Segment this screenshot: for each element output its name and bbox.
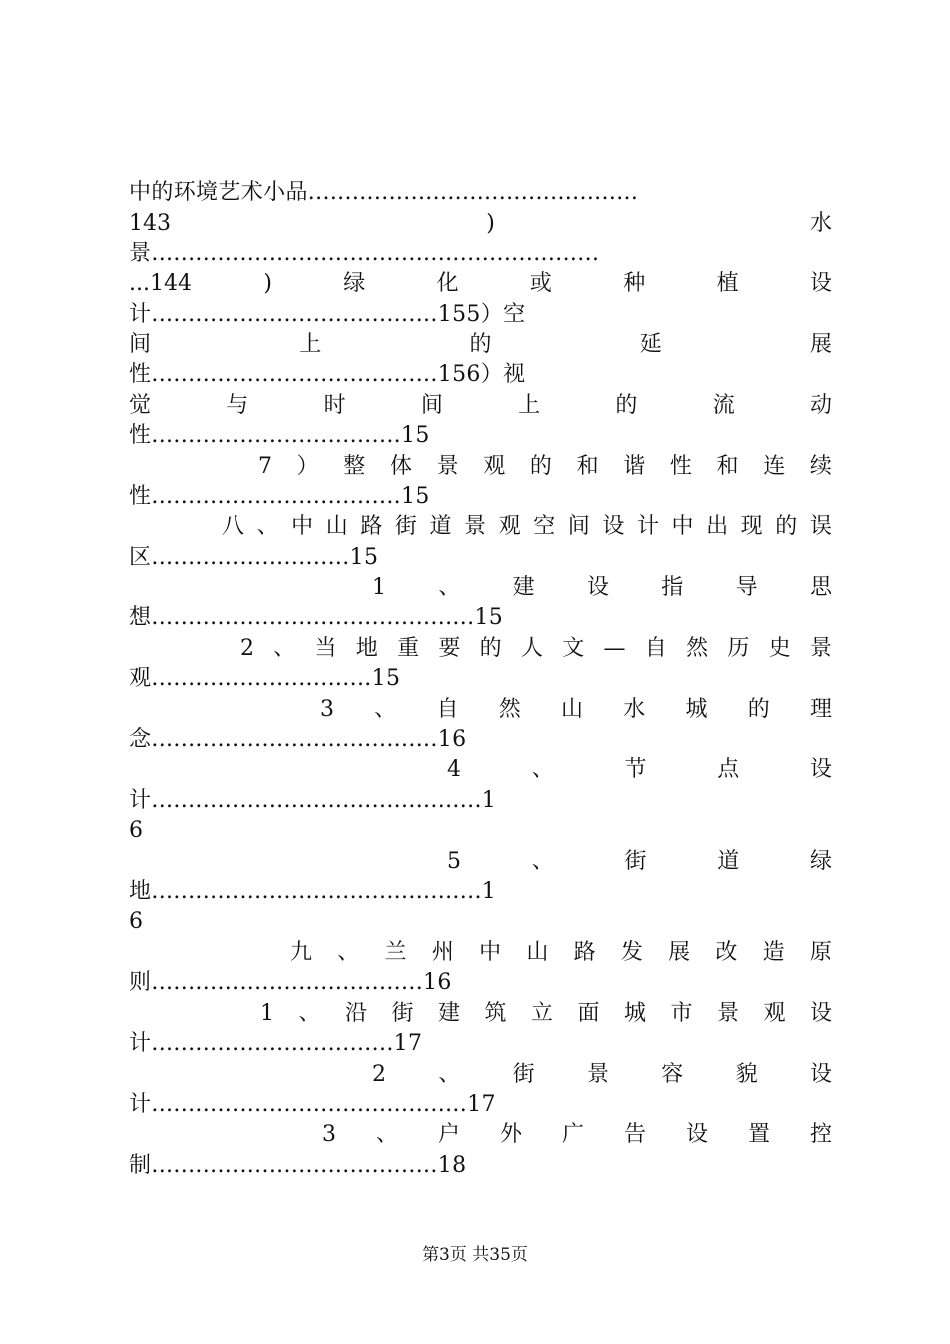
toc-char: 广: [561, 1122, 584, 1147]
toc-char: 路: [360, 514, 383, 539]
toc-char: 地: [355, 636, 378, 661]
toc-char: 延: [639, 332, 662, 357]
toc-line-2: [129, 209, 832, 239]
toc-line-8: [129, 391, 832, 421]
toc-char: 置: [747, 1122, 770, 1147]
toc-char: 4: [447, 757, 461, 782]
toc-char: 导: [735, 575, 758, 600]
toc-char: 街: [512, 1062, 535, 1087]
toc-char: 自: [436, 697, 459, 722]
toc-line-18: [320, 695, 832, 725]
toc-char: 、: [531, 757, 554, 782]
toc-char: 整: [343, 454, 366, 479]
toc-char: 路: [573, 940, 596, 965]
toc-char: 外: [499, 1122, 522, 1147]
toc-line-13: 区...........................15: [129, 545, 379, 570]
toc-line-27: 则.....................................16: [129, 970, 452, 995]
toc-char: 要: [438, 636, 461, 661]
toc-line-1: 中的环境艺术小品.............................................: [129, 180, 639, 205]
toc-line-6: [129, 330, 832, 360]
toc-char: 间: [567, 514, 590, 539]
toc-char: 现: [740, 514, 763, 539]
toc-line-25: 6: [129, 909, 143, 934]
toc-char: 景: [464, 514, 487, 539]
toc-char: ）: [296, 454, 319, 479]
toc-char: 绿: [343, 271, 366, 296]
toc-char: 发: [620, 940, 643, 965]
toc-char: 、: [438, 575, 461, 600]
toc-char: 5: [447, 849, 461, 874]
toc-line-31: 计...........................................17: [129, 1092, 496, 1117]
toc-char: 建: [512, 575, 535, 600]
toc-char: 、: [438, 1062, 461, 1087]
toc-char: 山: [560, 697, 583, 722]
toc-line-17: 观..............................15: [129, 666, 401, 691]
toc-line-4: [129, 269, 832, 299]
toc-char: 化: [436, 271, 459, 296]
toc-char: 谐: [623, 454, 646, 479]
toc-char: 人: [520, 636, 543, 661]
toc-char: 中: [479, 940, 502, 965]
toc-char: 观: [763, 1001, 786, 1026]
toc-line-32: [322, 1120, 832, 1150]
toc-line-15: 想............................................15: [129, 605, 504, 630]
toc-char: 展: [809, 332, 832, 357]
toc-char: 面: [577, 1001, 600, 1026]
toc-char: 造: [762, 940, 785, 965]
toc-line-20: [447, 755, 832, 785]
toc-page-number: ...144: [129, 271, 192, 296]
toc-char: ): [263, 271, 272, 296]
toc-char: 空: [533, 514, 556, 539]
toc-char: 指: [661, 575, 684, 600]
toc-char: 水: [809, 211, 832, 236]
toc-char: 植: [716, 271, 739, 296]
toc-line-28: [260, 999, 832, 1029]
toc-paren: ): [486, 211, 495, 236]
toc-line-29: 计.................................17: [129, 1031, 423, 1056]
toc-char: 上: [299, 332, 322, 357]
toc-char: 史: [768, 636, 791, 661]
toc-line-19: 念.......................................16: [129, 727, 467, 752]
toc-char: 观: [483, 454, 506, 479]
toc-line-14: [372, 573, 832, 603]
toc-line-33: 制.......................................18: [129, 1153, 467, 1178]
toc-char: 户: [437, 1122, 460, 1147]
toc-char: 和: [716, 454, 739, 479]
toc-char: 城: [685, 697, 708, 722]
toc-char: 设: [809, 757, 832, 782]
toc-char: 设: [586, 575, 609, 600]
toc-char: 道: [717, 849, 740, 874]
toc-char: 设: [602, 514, 625, 539]
toc-char: 和: [576, 454, 599, 479]
toc-char: 思: [809, 575, 832, 600]
toc-char: 告: [623, 1122, 646, 1147]
toc-char: 然: [686, 636, 709, 661]
toc-char: 原: [809, 940, 832, 965]
toc-char: 3: [320, 697, 334, 722]
toc-char: 市: [670, 1001, 693, 1026]
toc-line-24: 地.............................................1: [129, 879, 497, 904]
toc-char: 、: [375, 1122, 398, 1147]
toc-line-30: [372, 1060, 832, 1090]
toc-char: 的: [529, 454, 552, 479]
toc-char: 计: [636, 514, 659, 539]
toc-char: 动: [809, 393, 832, 418]
toc-char: 城: [623, 1001, 646, 1026]
toc-char: 的: [479, 636, 502, 661]
toc-char: 上: [518, 393, 541, 418]
toc-line-12: [222, 512, 832, 542]
toc-char: 文: [562, 636, 585, 661]
toc-line-5: 计.......................................155）空: [129, 302, 526, 327]
toc-char: 中: [671, 514, 694, 539]
toc-char: 自: [644, 636, 667, 661]
toc-line-11: 性..................................15: [129, 484, 430, 509]
toc-char: 连: [763, 454, 786, 479]
toc-char: 出: [706, 514, 729, 539]
toc-char: 控: [809, 1122, 832, 1147]
toc-char: 的: [775, 514, 798, 539]
toc-char: 性: [669, 454, 692, 479]
toc-char: 街: [394, 514, 417, 539]
toc-char: 九: [290, 940, 313, 965]
toc-char: 2: [240, 636, 254, 661]
toc-char: 观: [498, 514, 521, 539]
toc-char: 、: [256, 514, 279, 539]
toc-char: 绿: [809, 849, 832, 874]
toc-char: 貌: [735, 1062, 758, 1087]
toc-char: 街: [624, 849, 647, 874]
toc-char: 、: [531, 849, 554, 874]
toc-char: 的: [469, 332, 492, 357]
toc-char: 八: [222, 514, 245, 539]
toc-char: 设: [685, 1122, 708, 1147]
toc-char: 、: [298, 1001, 321, 1026]
toc-char: 觉: [129, 393, 152, 418]
toc-char: 种: [623, 271, 646, 296]
toc-char: 容: [661, 1062, 684, 1087]
toc-char: 立: [530, 1001, 553, 1026]
toc-char: 历: [727, 636, 750, 661]
toc-line-22: 6: [129, 818, 143, 843]
toc-char: 时: [323, 393, 346, 418]
toc-char: 的: [615, 393, 638, 418]
toc-char: 、: [273, 636, 296, 661]
toc-char: 重: [397, 636, 420, 661]
toc-char: —: [603, 636, 626, 661]
toc-char: 然: [498, 697, 521, 722]
toc-char: 间: [129, 332, 152, 357]
toc-char: 、: [374, 697, 397, 722]
toc-char: 兰: [384, 940, 407, 965]
toc-char: 与: [226, 393, 249, 418]
toc-char: 州: [431, 940, 454, 965]
toc-line-16: [240, 634, 832, 664]
toc-char: 景: [716, 1001, 739, 1026]
toc-char: 1: [372, 575, 386, 600]
toc-char: 景: [436, 454, 459, 479]
toc-char: 山: [526, 940, 549, 965]
toc-char: 筑: [484, 1001, 507, 1026]
toc-char: 3: [322, 1122, 336, 1147]
toc-char: 点: [717, 757, 740, 782]
toc-char: 设: [809, 271, 832, 296]
toc-char: 或: [529, 271, 552, 296]
toc-char: 改: [715, 940, 738, 965]
toc-char: 景: [809, 636, 832, 661]
toc-char: 建: [437, 1001, 460, 1026]
toc-char: 道: [429, 514, 452, 539]
toc-line-26: [290, 938, 832, 968]
toc-char: 7: [258, 454, 272, 479]
toc-char: 沿: [344, 1001, 367, 1026]
toc-line-10: [258, 452, 832, 482]
toc-char: 、: [337, 940, 360, 965]
toc-line-3: 景.............................................................: [129, 241, 600, 266]
toc-line-21: 计.............................................1: [129, 788, 497, 813]
toc-char: 误: [809, 514, 832, 539]
toc-page-number: 143: [129, 211, 171, 236]
toc-line-7: 性.......................................156）视: [129, 362, 526, 387]
toc-char: 间: [420, 393, 443, 418]
toc-char: 体: [389, 454, 412, 479]
page-footer: 第3页 共35页: [422, 1245, 528, 1265]
toc-char: 展: [668, 940, 691, 965]
toc-char: 理: [809, 697, 832, 722]
toc-char: 山: [325, 514, 348, 539]
toc-char: 1: [260, 1001, 274, 1026]
toc-line-9: 性..................................15: [129, 423, 430, 448]
toc-char: 当: [314, 636, 337, 661]
toc-char: 流: [712, 393, 735, 418]
toc-line-23: [447, 847, 832, 877]
toc-char: 水: [623, 697, 646, 722]
toc-char: 街: [391, 1001, 414, 1026]
toc-char: 景: [586, 1062, 609, 1087]
toc-char: 续: [809, 454, 832, 479]
toc-char: 节: [624, 757, 647, 782]
toc-char: 设: [809, 1001, 832, 1026]
toc-char: 设: [809, 1062, 832, 1087]
toc-char: 的: [747, 697, 770, 722]
toc-char: 中: [291, 514, 314, 539]
toc-char: 2: [372, 1062, 386, 1087]
